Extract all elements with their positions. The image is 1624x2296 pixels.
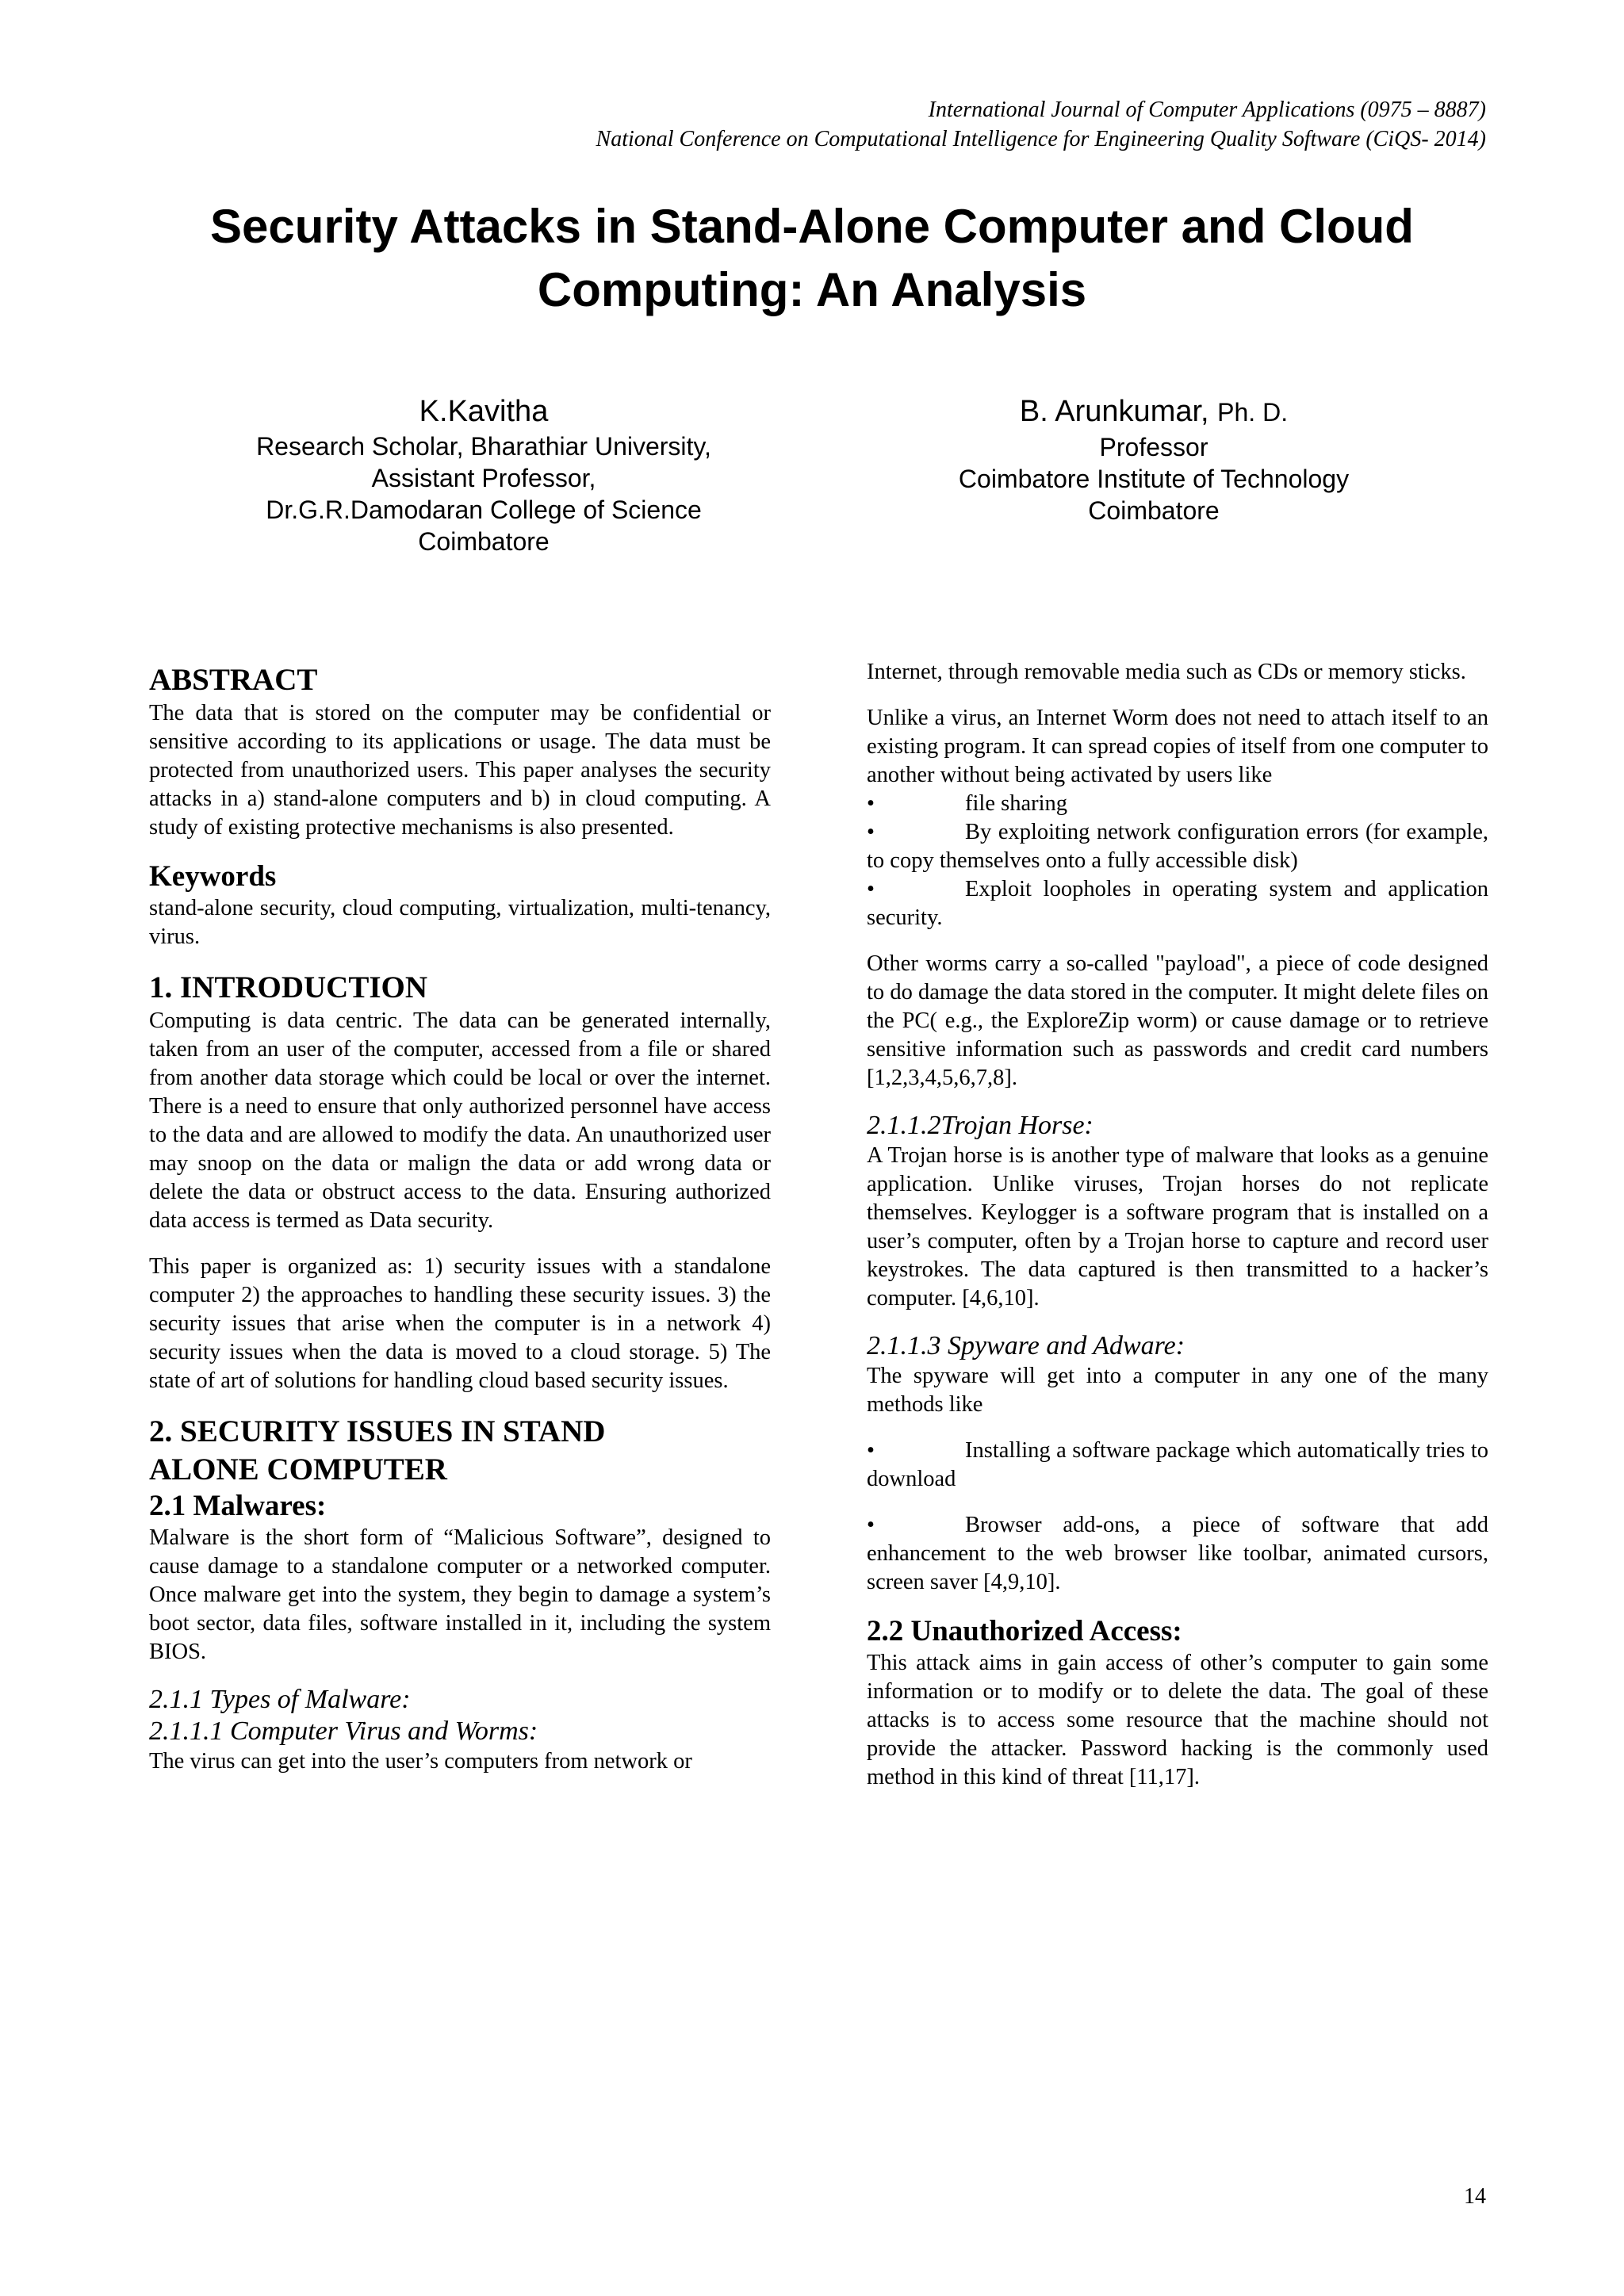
author-affiliation: Assistant Professor, <box>371 464 596 492</box>
list-item: • Installing a software package which automatically tries to download <box>867 1438 1488 1491</box>
worm-bullet-list <box>867 790 1488 932</box>
section-2-1-heading: 2.1 Malwares: <box>149 1490 327 1522</box>
section-2-1-1-heading: 2.1.1 Types of Malware: <box>149 1685 411 1714</box>
keywords-text: stand-alone security, cloud computing, virtualization, multi-tenancy, virus. <box>149 896 771 949</box>
unauthorized-access-paragraph: This attack aims in gain access of other’s computer to gain some information or to modify or to delete the data. The goal of these attacks is to access some resource that the machine should not provide the attacker. Password hacking is the commonly used method in this kind of threat [11,17]. <box>867 1651 1488 1789</box>
list-item: • By exploiting network configuration errors (for example, to copy themselves onto a fully accessible disk) <box>867 820 1488 873</box>
right-column <box>867 658 1488 1809</box>
list-item: • Exploit loopholes in operating system and application security. <box>867 877 1488 930</box>
section-2-2-heading: 2.2 Unauthorized Access: <box>867 1615 1182 1647</box>
page-number: 14 <box>1464 2184 1486 2209</box>
introduction-heading: 1. INTRODUCTION <box>149 970 428 1004</box>
list-item: • Browser add-ons, a piece of software that add enhancement to the web browser like toolbar, animated cursors, screen saver [4,9,10]. <box>867 1513 1488 1594</box>
bullet-icon: • <box>867 791 875 816</box>
payload-paragraph: Other worms carry a so-called "payload", a piece of code designed to do damage the data stored in the computer. It might delete files on the PC( e.g., the ExploreZip worm) or cause damage or to retrieve sensitive information such as passwords and credit card numbers [1,2,3,4,5,6,7,8]. <box>867 951 1488 1090</box>
malware-paragraph: Malware is the short form of “Malicious Software”, designed to cause damage to a standalone computer or a networked computer. Once malware get into the system, they begin to damage a system’s boot sector, data files, software installed in it, including the system BIOS. <box>149 1525 771 1664</box>
bullet-icon: • <box>867 877 875 901</box>
section-2-1-1-1-heading: 2.1.1.1 Computer Virus and Worms: <box>149 1716 538 1746</box>
bullet-icon: • <box>867 1513 875 1537</box>
author-affiliation: Professor <box>1099 433 1208 461</box>
paper-title: Security Attacks in Stand-Alone Computer and Cloud Computing: An Analysis <box>210 200 1414 316</box>
abstract-heading: ABSTRACT <box>149 663 318 697</box>
keywords-heading: Keywords <box>149 860 277 893</box>
author-affiliation: Coimbatore Institute of Technology <box>958 465 1350 493</box>
author-degree: Ph. D. <box>1217 398 1289 427</box>
conference-name: National Conference on Computational Intelligence for Engineering Quality Software (CiQS- 2014) <box>596 127 1486 151</box>
bullet-icon: • <box>867 1438 875 1463</box>
journal-name: International Journal of Computer Applications (0975 – 8887) <box>928 98 1486 122</box>
author-block-2 <box>852 392 1455 526</box>
author-affiliation: Dr.G.R.Damodaran College of Science <box>266 496 702 524</box>
author-name: K.Kavitha <box>419 395 549 428</box>
trojan-paragraph: A Trojan horse is is another type of malware that looks as a genuine application. Unlike viruses, Trojan horses do not replicate themselves. Keylogger is a software program that is installed on a user’s computer, often by a Trojan horse to capture and record user keystrokes. The data captured is then transmitted to a hacker’s computer. [4,6,10]. <box>867 1143 1488 1311</box>
virus-paragraph-continued: Internet, through removable media such as CDs or memory sticks. <box>867 660 1466 684</box>
author-name: B. Arunkumar, Ph. D. <box>1019 395 1289 428</box>
list-item: • file sharing <box>867 790 1488 818</box>
bullet-icon: • <box>867 820 875 844</box>
spyware-heading: 2.1.1.3 Spyware and Adware: <box>867 1331 1185 1360</box>
left-column <box>149 661 771 1776</box>
spyware-paragraph: The spyware will get into a computer in any one of the many methods like <box>867 1364 1488 1417</box>
virus-paragraph-start: The virus can get into the user’s computers from network or <box>149 1749 692 1774</box>
abstract-text: The data that is stored on the computer may be confidential or sensitive according to its applications or usage. The data must be protected from unauthorized users. This paper analyses the security attacks in a) stand-alone computers and b) in cloud computing. A study of existing protective mechanisms is also presented. <box>149 701 771 840</box>
worm-paragraph: Unlike a virus, an Internet Worm does not need to attach itself to an existing program. It can spread copies of itself from one computer to another without being activated by users like <box>867 706 1488 787</box>
author-affiliation: Coimbatore <box>418 527 550 556</box>
journal-header <box>596 95 1486 154</box>
trojan-heading: 2.1.1.2Trojan Horse: <box>867 1111 1094 1140</box>
author-block-1 <box>182 392 785 557</box>
introduction-paragraph: This paper is organized as: 1) security issues with a standalone computer 2) the approaches to handling these security issues. 3) the security issues that arise when the computer is in a network 4) security issues when the data is moved to a cloud storage. 5) The state of art of solutions for handling cloud based security issues. <box>149 1254 771 1393</box>
section-2-heading: 2. SECURITY ISSUES IN STAND ALONE COMPUTER <box>149 1414 606 1487</box>
author-affiliation: Research Scholar, Bharathiar University, <box>256 432 711 461</box>
spyware-bullet-list <box>867 1437 1488 1597</box>
author-affiliation: Coimbatore <box>1088 496 1220 525</box>
introduction-paragraph: Computing is data centric. The data can be generated internally, taken from an user of the computer, accessed from a file or shared from another data storage which could be local or over the internet. There is a need to ensure that only authorized personnel have access to the data and are allowed to modify the data. An unauthorized user may snoop on the data or malign the data or add wrong data or delete the data or obstruct access to the data. Ensuring authorized data access is termed as Data security. <box>149 1008 771 1233</box>
